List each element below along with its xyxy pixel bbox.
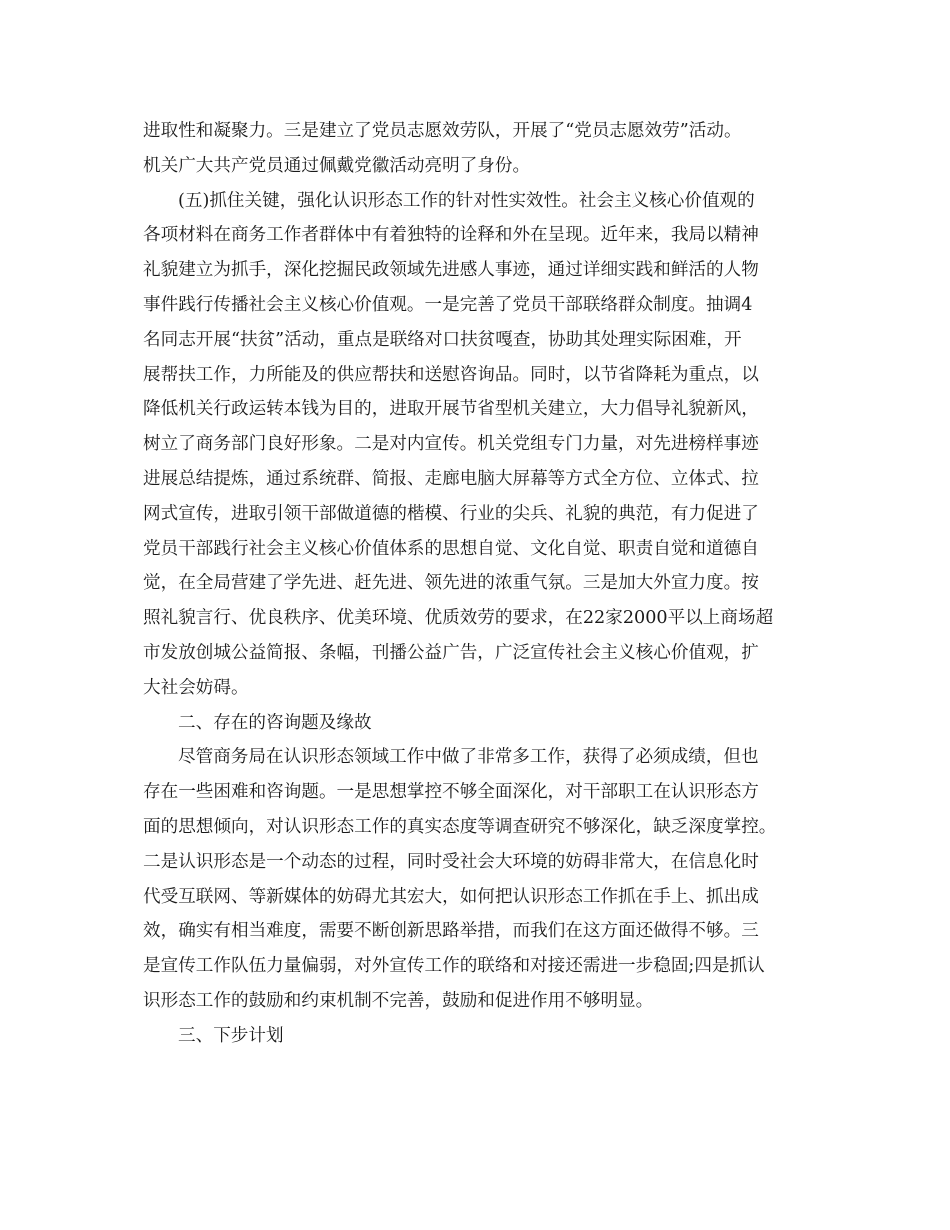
text-line: 展帮扶工作，力所能及的供应帮扶和送慰咨询品。同时，以节省降耗为重点，以 xyxy=(143,364,759,385)
text-line: 代受互联网、等新媒体的妨碍尤其宏大，如何把认识形态工作抓在手上、抓出成 xyxy=(143,886,759,907)
text-line: 树立了商务部门良好形象。二是对内宣传。机关党组专门力量，对先进榜样事迹 xyxy=(143,434,759,455)
text-line: 各项材料在商务工作者群体中有着独特的诠释和外在呈现。近年来，我局以精神 xyxy=(143,225,759,246)
text-line: 效，确实有相当难度，需要不断创新思路举措，而我们在这方面还做得不够。三 xyxy=(143,921,759,942)
text-line: 二、存在的咨询题及缘故 xyxy=(178,712,372,733)
text-line: 三、下步计划 xyxy=(178,1025,284,1046)
text-line: 名同志开展“扶贫”活动，重点是联络对口扶贫嘎查，协助其处理实际困难，开 xyxy=(143,329,742,350)
text-line: (五)抓住关键，强化认识形态工作的针对性实效性。社会主义核心价值观的 xyxy=(178,190,755,211)
text-line: 尽管商务局在认识形态领域工作中做了非常多工作，获得了必须成绩，但也 xyxy=(178,747,759,768)
text-line: 党员干部践行社会主义核心价值体系的思想自觉、文化自觉、职责自觉和道德自 xyxy=(143,538,759,559)
text-line: 是宣传工作队伍力量偏弱，对外宣传工作的联络和对接还需进一步稳固;四是抓认 xyxy=(143,956,765,977)
document-body xyxy=(143,114,811,1054)
text-line: 存在一些困难和咨询题。一是思想掌控不够全面深化，对干部职工在认识形态方 xyxy=(143,782,759,803)
text-line: 二是认识形态是一个动态的过程，同时受社会大环境的妨碍非常大，在信息化时 xyxy=(143,851,759,872)
text-line: 识形态工作的鼓励和约束机制不完善，鼓励和促进作用不够明显。 xyxy=(143,990,654,1011)
text-line: 面的思想倾向，对认识形态工作的真实态度等调查研究不够深化，缺乏深度掌控。 xyxy=(143,816,777,837)
text-line: 机关广大共产党员通过佩戴党徽活动亮明了身份。 xyxy=(143,155,531,176)
text-line: 大社会妨碍。 xyxy=(143,677,249,698)
text-line: 礼貌建立为抓手，深化挖掘民政领域先进感人事迹，通过详细实践和鲜活的人物 xyxy=(143,260,759,281)
text-line: 觉，在全局营建了学先进、赶先进、领先进的浓重气氛。三是加大外宣力度。按 xyxy=(143,573,759,594)
text-line: 事件践行传播社会主义核心价值观。一是完善了党员干部联络群众制度。抽调4 xyxy=(143,294,753,315)
text-line: 照礼貌言行、优良秩序、优美环境、优质效劳的要求，在22家2000平以上商场超 xyxy=(143,608,774,629)
text-line: 进展总结提炼，通过系统群、简报、走廊电脑大屏幕等方式全方位、立体式、拉 xyxy=(143,468,759,489)
text-line: 降低机关行政运转本钱为目的，进取开展节省型机关建立，大力倡导礼貌新风， xyxy=(143,399,759,420)
text-line: 网式宣传，进取引领干部做道德的楷模、行业的尖兵、礼貌的典范，有力促进了 xyxy=(143,503,759,524)
text-line: 进取性和凝聚力。三是建立了党员志愿效劳队，开展了“党员志愿效劳”活动。 xyxy=(143,121,742,141)
text-line: 市发放创城公益简报、条幅，刊播公益广告，广泛宣传社会主义核心价值观，扩 xyxy=(143,642,759,663)
